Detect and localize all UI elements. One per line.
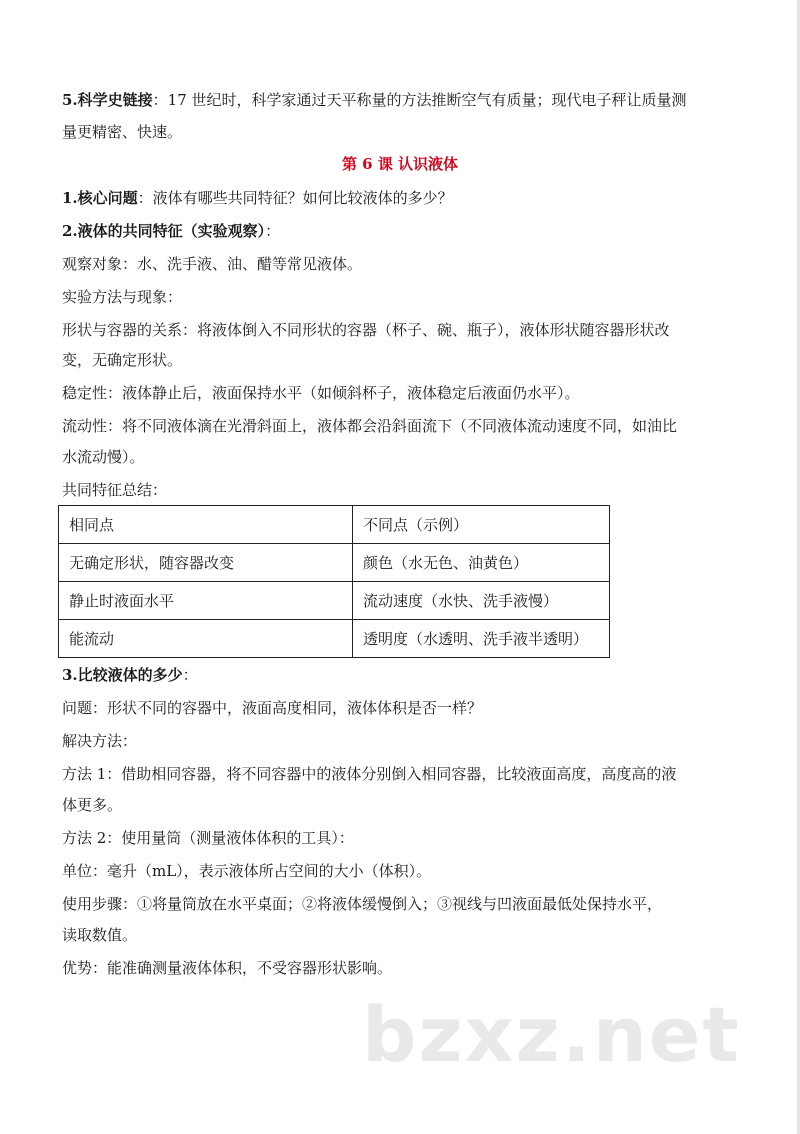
shape-line-1: 形状与容器的关系：将液体倒入不同形状的容器（杯子、碗、瓶子），液体形状随容器形状改 <box>62 321 670 339</box>
section-2-title: 2.液体的共同特征（实验观察） <box>62 222 266 240</box>
section-3-colon: ： <box>182 666 198 684</box>
section-2-heading <box>62 221 742 241</box>
method-heading: 实验方法与现象： <box>62 288 183 306</box>
table-cell: 透明度（水透明、洗手液半透明） <box>353 620 610 658</box>
history-link-heading: 5.科学史链接 <box>62 91 153 109</box>
table-cell: 无确定形状，随容器改变 <box>59 544 353 582</box>
advantage-line: 优势：能准确测量液体体积，不受容器形状影响。 <box>62 959 393 977</box>
observe-objects: 观察对象：水、洗手液、油、醋等常见液体。 <box>62 255 363 273</box>
table-header-cell: 不同点（示例） <box>353 506 610 544</box>
history-link-paragraph <box>62 90 742 110</box>
flow-line-2: 水流动慢）。 <box>62 448 145 466</box>
core-question <box>62 188 742 208</box>
unit-line: 单位：毫升（mL），表示液体所占空间的大小（体积）。 <box>62 862 432 880</box>
core-question-text: ：液体有哪些共同特征？如何比较液体的多少？ <box>137 189 453 207</box>
features-table <box>58 505 610 658</box>
stability-line: 稳定性：液体静止后，液面保持水平（如倾斜杯子，液体稳定后液面仍水平）。 <box>62 384 580 402</box>
question-line: 问题：形状不同的容器中，液面高度相同，液体体积是否一样？ <box>62 699 483 717</box>
history-link-text: ：17 世纪时，科学家通过天平称量的方法推断空气有质量；现代电子秤让质量测 <box>152 91 687 109</box>
history-link-continuation: 量更精密、快速。 <box>62 123 183 141</box>
table-header-row <box>59 506 610 544</box>
table-cell: 能流动 <box>59 620 353 658</box>
method-1-line-1: 方法 1：借助相同容器，将不同容器中的液体分别倒入相同容器，比较液面高度，高度高的液 <box>62 765 677 783</box>
table-cell: 静止时液面水平 <box>59 582 353 620</box>
watermark: bzxz.net <box>362 990 741 1079</box>
flow-line-1: 流动性：将不同液体滴在光滑斜面上，液体都会沿斜面流下（不同液体流动速度不同，如油比 <box>62 417 678 435</box>
table-cell: 流动速度（水快、洗手液慢） <box>353 582 610 620</box>
table-row <box>59 544 610 582</box>
table-row <box>59 582 610 620</box>
summary-label: 共同特征总结： <box>62 481 168 499</box>
section-3-title: 3.比较液体的多少 <box>62 666 183 684</box>
method-2-line: 方法 2：使用量筒（测量液体体积的工具）： <box>62 829 354 847</box>
table-header-cell: 相同点 <box>59 506 353 544</box>
lesson-title: 第 6 课 认识液体 <box>341 155 459 173</box>
section-2-colon: ： <box>265 222 281 240</box>
shape-line-2: 变，无确定形状。 <box>62 351 183 369</box>
solve-heading: 解决方法： <box>62 732 138 750</box>
core-question-heading: 1.核心问题 <box>62 189 138 207</box>
table-row <box>59 620 610 658</box>
table-cell: 颜色（水无色、油黄色） <box>353 544 610 582</box>
section-3-heading <box>62 665 742 685</box>
method-1-line-2: 体更多。 <box>62 796 123 814</box>
steps-line-2: 读取数值。 <box>62 926 138 944</box>
steps-line-1: 使用步骤：①将量筒放在水平桌面；②将液体缓慢倒入；③视线与凹液面最低处保持水平， <box>62 895 663 913</box>
